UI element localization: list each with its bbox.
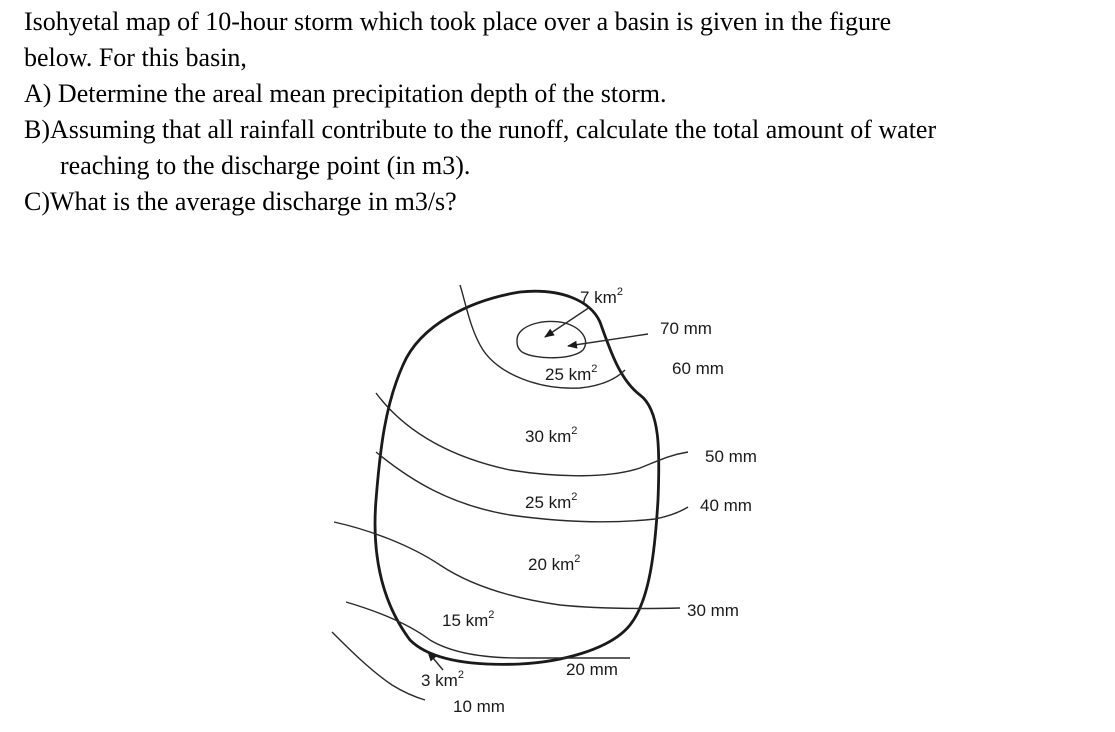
question-b-line1: B)Assuming that all rainfall contribute to the runoff, calculate the total amount of water [24, 115, 937, 144]
isohyet-label-10mm: 10 mm [453, 697, 505, 716]
svg-text:3 km2: 3 $km^2$ [421, 669, 464, 690]
arrow-7km2 [545, 307, 590, 337]
question-c: C)What is the average discharge in m3/s? [24, 187, 457, 216]
area-label-7km2 [580, 286, 623, 307]
isohyet-label-30mm: 30 mm [687, 601, 739, 620]
isohyet-label-60mm: 60 mm [672, 359, 724, 378]
svg-text:7 km2: 7 $km^2$ [580, 286, 623, 307]
area-label-15km2 [442, 609, 494, 630]
isohyet-label-50mm: 50 mm [705, 447, 757, 466]
problem-intro-line2: below. For this basin, [24, 43, 247, 72]
area-label-25km2-lower [525, 491, 577, 512]
question-b-line2: reaching to the discharge point (in m3). [60, 151, 471, 180]
isohyet-70mm [517, 321, 586, 357]
problem-intro-line1: Isohyetal map of 10-hour storm which took place over a basin is given in the figure [24, 7, 892, 36]
isohyet-label-70mm: 70 mm [660, 319, 712, 338]
isohyet-label-20mm: 20 mm [566, 660, 618, 679]
svg-text:20 km2: 20 $km^2$ [528, 553, 581, 574]
svg-text:15 km2: 15 $km^2$ [442, 609, 495, 630]
svg-text:25 km2: 25 $km^2$ [525, 491, 578, 512]
svg-text:25 km2: 25 $km^2$ [545, 363, 598, 384]
area-label-25km2-upper [545, 363, 597, 384]
area-label-3km2 [421, 669, 464, 690]
area-label-30km2 [525, 425, 577, 446]
area-label-20km2 [528, 553, 580, 574]
question-a: A) Determine the areal mean precipitation depth of the storm. [24, 79, 667, 108]
isohyet-label-40mm: 40 mm [700, 496, 752, 515]
svg-text:30 km2: 30 $km^2$ [525, 425, 578, 446]
